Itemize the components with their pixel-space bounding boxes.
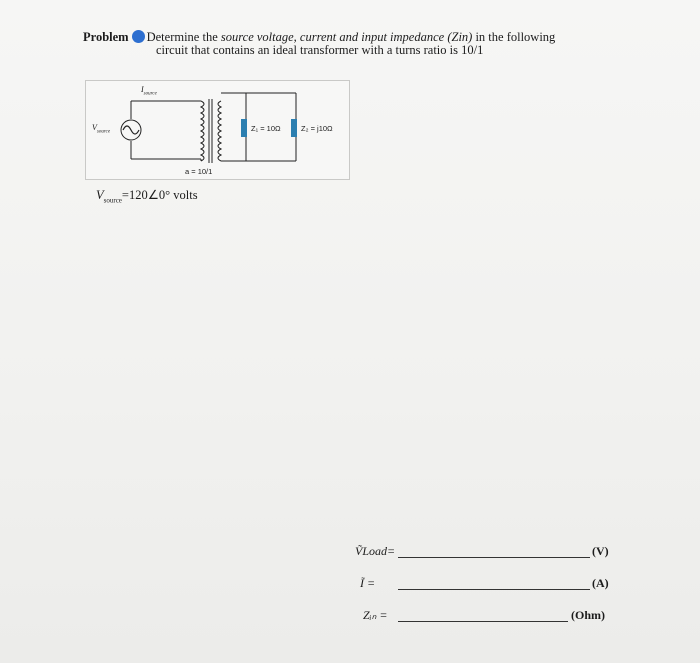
problem-line-2: circuit that contains an ideal transformer with a turns ratio is 10/1: [156, 43, 484, 57]
problem-text-emphasis: source voltage, current and input impedance (Zin): [220, 30, 473, 44]
given-value: =120∠0° volts: [121, 188, 198, 202]
bullet-icon: [132, 30, 145, 43]
problem-text-prefix: Determine the: [146, 30, 221, 44]
problem-text-suffix: in the following: [472, 30, 556, 44]
problem-label: Problem: [83, 30, 129, 44]
answer-label-isource: Ĩ =: [360, 576, 376, 590]
resistor-z1-icon: [241, 119, 247, 137]
ac-source-icon: [121, 120, 141, 140]
answer-row-isource: [355, 576, 615, 596]
transformer-icon: [201, 99, 221, 163]
answer-blank-zin[interactable]: [398, 621, 568, 622]
v-source-label: $V_{source}$: [92, 123, 111, 135]
given-subscript: source: [103, 196, 122, 205]
i-source-label: $I_{source}$: [141, 85, 157, 97]
answer-unit-isource: (A): [592, 576, 609, 590]
answer-unit-vload: (V): [592, 544, 609, 558]
turns-ratio-label: a = 10/1: [185, 167, 213, 176]
answer-row-vload: [355, 544, 615, 564]
answer-blank-vload[interactable]: [398, 557, 590, 558]
answer-label-vload: ṼLoad=: [355, 544, 396, 558]
given-source-voltage: [96, 187, 198, 205]
answer-label-zin: Zᵢₙ =: [363, 608, 388, 622]
answer-unit-zin: (Ohm): [571, 608, 605, 622]
answer-blank-isource[interactable]: [398, 589, 590, 590]
z1-label: Z₁ = 10Ω: [251, 124, 281, 133]
given-symbol: V: [96, 188, 104, 202]
z2-label: Z₂ = j10Ω: [301, 124, 333, 133]
circuit-diagram: [85, 80, 350, 180]
inductor-z2-icon: [291, 119, 297, 137]
answer-row-zin: [355, 608, 615, 628]
